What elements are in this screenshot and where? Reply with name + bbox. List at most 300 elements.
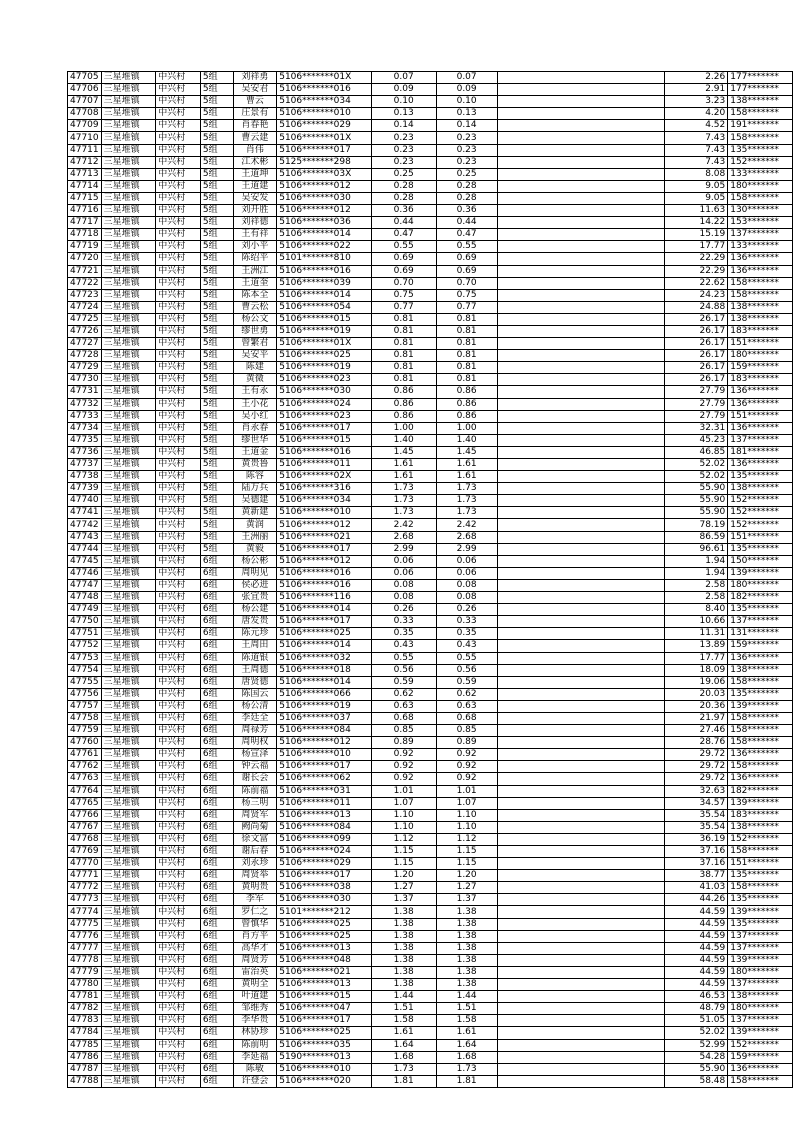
area-confirmed-cell: 1.61	[436, 1027, 497, 1039]
name-cell: 周贤芳	[233, 954, 277, 966]
amount-cell: 2.26	[665, 72, 728, 84]
table-row	[68, 108, 793, 120]
area-confirmed-cell: 0.55	[436, 652, 497, 664]
area-confirmed-cell: 0.56	[436, 664, 497, 676]
town-cell: 三星堆镇	[101, 374, 156, 386]
remark-cell	[497, 313, 665, 325]
id-number-cell: 5106*******01X	[277, 338, 372, 350]
row-number: 47727	[68, 338, 102, 350]
village-cell: 中兴村	[156, 1063, 201, 1075]
group-cell: 5组	[200, 313, 233, 325]
phone-cell: 135*******	[728, 471, 793, 483]
group-cell: 6组	[200, 737, 233, 749]
village-cell: 中兴村	[156, 120, 201, 132]
row-number: 47715	[68, 192, 102, 204]
area-cell: 0.25	[371, 168, 436, 180]
area-confirmed-cell: 0.59	[436, 676, 497, 688]
table-body	[68, 72, 793, 1088]
id-number-cell: 5106*******062	[277, 773, 372, 785]
table-row	[68, 483, 793, 495]
group-cell: 5组	[200, 289, 233, 301]
town-cell: 三星堆镇	[101, 966, 156, 978]
town-cell: 三星堆镇	[101, 870, 156, 882]
row-number: 47707	[68, 96, 102, 108]
remark-cell	[497, 833, 665, 845]
row-number: 47745	[68, 555, 102, 567]
table-row	[68, 422, 793, 434]
table-row	[68, 507, 793, 519]
area-confirmed-cell: 0.81	[436, 374, 497, 386]
id-number-cell: 5106*******020	[277, 1075, 372, 1087]
row-number: 47788	[68, 1075, 102, 1087]
row-number: 47717	[68, 217, 102, 229]
amount-cell: 52.02	[665, 459, 728, 471]
name-cell: 王道金	[233, 446, 277, 458]
name-cell: 曹云	[233, 96, 277, 108]
town-cell: 三星堆镇	[101, 833, 156, 845]
name-cell: 侯必进	[233, 579, 277, 591]
town-cell: 三星堆镇	[101, 991, 156, 1003]
area-cell: 0.08	[371, 592, 436, 604]
table-row	[68, 1051, 793, 1063]
town-cell: 三星堆镇	[101, 446, 156, 458]
town-cell: 三星堆镇	[101, 930, 156, 942]
name-cell: 周禄芳	[233, 725, 277, 737]
table-row	[68, 350, 793, 362]
amount-cell: 41.03	[665, 882, 728, 894]
area-cell: 1.81	[371, 1075, 436, 1087]
amount-cell: 24.23	[665, 289, 728, 301]
table-row	[68, 1039, 793, 1051]
group-cell: 5组	[200, 446, 233, 458]
phone-cell: 158*******	[728, 277, 793, 289]
area-confirmed-cell: 0.81	[436, 362, 497, 374]
village-cell: 中兴村	[156, 446, 201, 458]
name-cell: 王周德	[233, 664, 277, 676]
row-number: 47708	[68, 108, 102, 120]
row-number: 47758	[68, 712, 102, 724]
table-row	[68, 289, 793, 301]
name-cell: 邹维秀	[233, 1003, 277, 1015]
remark-cell	[497, 688, 665, 700]
group-cell: 5组	[200, 192, 233, 204]
amount-cell: 35.54	[665, 821, 728, 833]
group-cell: 6组	[200, 1039, 233, 1051]
amount-cell: 19.06	[665, 676, 728, 688]
amount-cell: 52.99	[665, 1039, 728, 1051]
town-cell: 三星堆镇	[101, 156, 156, 168]
town-cell: 三星堆镇	[101, 1039, 156, 1051]
area-confirmed-cell: 0.06	[436, 567, 497, 579]
amount-cell: 10.66	[665, 616, 728, 628]
amount-cell: 27.79	[665, 398, 728, 410]
id-number-cell: 5190*******013	[277, 1051, 372, 1063]
remark-cell	[497, 120, 665, 132]
amount-cell: 20.03	[665, 688, 728, 700]
village-cell: 中兴村	[156, 229, 201, 241]
area-cell: 0.77	[371, 301, 436, 313]
table-row	[68, 688, 793, 700]
id-number-cell: 5106*******025	[277, 350, 372, 362]
name-cell: 王洲江	[233, 265, 277, 277]
amount-cell: 22.29	[665, 253, 728, 265]
id-number-cell: 5106*******015	[277, 434, 372, 446]
area-cell: 1.51	[371, 1003, 436, 1015]
table-row	[68, 628, 793, 640]
id-number-cell: 5106*******030	[277, 894, 372, 906]
remark-cell	[497, 628, 665, 640]
group-cell: 6组	[200, 1075, 233, 1087]
town-cell: 三星堆镇	[101, 628, 156, 640]
area-confirmed-cell: 1.07	[436, 797, 497, 809]
id-number-cell: 5101*******810	[277, 253, 372, 265]
area-cell: 0.92	[371, 761, 436, 773]
amount-cell: 52.02	[665, 1027, 728, 1039]
name-cell: 李延福	[233, 1051, 277, 1063]
name-cell: 黄润	[233, 519, 277, 531]
town-cell: 三星堆镇	[101, 313, 156, 325]
town-cell: 三星堆镇	[101, 301, 156, 313]
group-cell: 5组	[200, 471, 233, 483]
remark-cell	[497, 821, 665, 833]
table-row	[68, 700, 793, 712]
row-number: 47779	[68, 966, 102, 978]
group-cell: 6组	[200, 725, 233, 737]
remark-cell	[497, 858, 665, 870]
amount-cell: 27.79	[665, 410, 728, 422]
town-cell: 三星堆镇	[101, 531, 156, 543]
id-number-cell: 5106*******014	[277, 289, 372, 301]
name-cell: 徐文富	[233, 833, 277, 845]
remark-cell	[497, 712, 665, 724]
remark-cell	[497, 700, 665, 712]
village-cell: 中兴村	[156, 664, 201, 676]
name-cell: 谢长会	[233, 773, 277, 785]
town-cell: 三星堆镇	[101, 507, 156, 519]
name-cell: 王洲丽	[233, 531, 277, 543]
amount-cell: 2.91	[665, 84, 728, 96]
id-number-cell: 5106*******034	[277, 495, 372, 507]
table-row	[68, 821, 793, 833]
group-cell: 5组	[200, 543, 233, 555]
row-number: 47764	[68, 785, 102, 797]
name-cell: 陈元珍	[233, 628, 277, 640]
area-confirmed-cell: 0.86	[436, 410, 497, 422]
remark-cell	[497, 507, 665, 519]
amount-cell: 55.90	[665, 1063, 728, 1075]
phone-cell: 137*******	[728, 1015, 793, 1027]
area-confirmed-cell: 1.44	[436, 991, 497, 1003]
phone-cell: 181*******	[728, 446, 793, 458]
area-confirmed-cell: 1.38	[436, 906, 497, 918]
area-cell: 0.23	[371, 156, 436, 168]
row-number: 47777	[68, 942, 102, 954]
row-number: 47716	[68, 205, 102, 217]
data-table	[67, 71, 793, 1088]
table-row	[68, 84, 793, 96]
remark-cell	[497, 96, 665, 108]
name-cell: 刘永珍	[233, 858, 277, 870]
area-cell: 1.64	[371, 1039, 436, 1051]
area-confirmed-cell: 0.13	[436, 108, 497, 120]
town-cell: 三星堆镇	[101, 942, 156, 954]
row-number: 47774	[68, 906, 102, 918]
area-cell: 0.13	[371, 108, 436, 120]
phone-cell: 136*******	[728, 386, 793, 398]
area-cell: 0.81	[371, 338, 436, 350]
amount-cell: 58.48	[665, 1075, 728, 1087]
area-confirmed-cell: 0.75	[436, 289, 497, 301]
town-cell: 三星堆镇	[101, 1027, 156, 1039]
area-confirmed-cell: 1.38	[436, 966, 497, 978]
area-confirmed-cell: 1.73	[436, 507, 497, 519]
table-row	[68, 773, 793, 785]
id-number-cell: 5106*******029	[277, 120, 372, 132]
town-cell: 三星堆镇	[101, 543, 156, 555]
area-cell: 1.00	[371, 422, 436, 434]
id-number-cell: 5106*******031	[277, 785, 372, 797]
area-confirmed-cell: 0.23	[436, 132, 497, 144]
phone-cell: 150*******	[728, 555, 793, 567]
name-cell: 周贤军	[233, 809, 277, 821]
phone-cell: 182*******	[728, 785, 793, 797]
name-cell: 肖春艳	[233, 120, 277, 132]
id-number-cell: 5106*******015	[277, 313, 372, 325]
row-number: 47738	[68, 471, 102, 483]
remark-cell	[497, 1039, 665, 1051]
name-cell: 刘祥勇	[233, 72, 277, 84]
row-number: 47736	[68, 446, 102, 458]
id-number-cell: 5106*******016	[277, 265, 372, 277]
phone-cell: 152*******	[728, 156, 793, 168]
group-cell: 6组	[200, 1003, 233, 1015]
row-number: 47752	[68, 640, 102, 652]
area-cell: 1.15	[371, 858, 436, 870]
remark-cell	[497, 894, 665, 906]
area-confirmed-cell: 1.61	[436, 471, 497, 483]
row-number: 47753	[68, 652, 102, 664]
village-cell: 中兴村	[156, 386, 201, 398]
phone-cell: 158*******	[728, 725, 793, 737]
area-confirmed-cell: 1.27	[436, 882, 497, 894]
town-cell: 三星堆镇	[101, 579, 156, 591]
group-cell: 6组	[200, 688, 233, 700]
village-cell: 中兴村	[156, 374, 201, 386]
area-cell: 0.55	[371, 241, 436, 253]
phone-cell: 180*******	[728, 350, 793, 362]
area-cell: 0.56	[371, 664, 436, 676]
area-confirmed-cell: 0.47	[436, 229, 497, 241]
area-cell: 0.92	[371, 749, 436, 761]
phone-cell: 138*******	[728, 301, 793, 313]
town-cell: 三星堆镇	[101, 785, 156, 797]
area-cell: 0.06	[371, 555, 436, 567]
group-cell: 6组	[200, 821, 233, 833]
town-cell: 三星堆镇	[101, 495, 156, 507]
area-confirmed-cell: 0.86	[436, 386, 497, 398]
town-cell: 三星堆镇	[101, 712, 156, 724]
name-cell: 刘开胜	[233, 205, 277, 217]
table-row	[68, 1015, 793, 1027]
id-number-cell: 5106*******011	[277, 459, 372, 471]
village-cell: 中兴村	[156, 846, 201, 858]
remark-cell	[497, 168, 665, 180]
id-number-cell: 5106*******010	[277, 507, 372, 519]
name-cell: 钟云福	[233, 761, 277, 773]
village-cell: 中兴村	[156, 144, 201, 156]
table-row	[68, 241, 793, 253]
remark-cell	[497, 265, 665, 277]
area-cell: 0.23	[371, 144, 436, 156]
village-cell: 中兴村	[156, 168, 201, 180]
town-cell: 三星堆镇	[101, 229, 156, 241]
amount-cell: 26.17	[665, 338, 728, 350]
area-cell: 0.81	[371, 362, 436, 374]
area-cell: 0.44	[371, 217, 436, 229]
id-number-cell: 5106*******025	[277, 918, 372, 930]
village-cell: 中兴村	[156, 579, 201, 591]
row-number: 47769	[68, 846, 102, 858]
name-cell: 黄新建	[233, 507, 277, 519]
group-cell: 6组	[200, 942, 233, 954]
row-number: 47733	[68, 410, 102, 422]
amount-cell: 48.79	[665, 1003, 728, 1015]
name-cell: 曾繁君	[233, 338, 277, 350]
row-number: 47759	[68, 725, 102, 737]
row-number: 47773	[68, 894, 102, 906]
town-cell: 三星堆镇	[101, 592, 156, 604]
table-row	[68, 253, 793, 265]
group-cell: 6组	[200, 652, 233, 664]
id-number-cell: 5106*******023	[277, 374, 372, 386]
remark-cell	[497, 930, 665, 942]
row-number: 47714	[68, 180, 102, 192]
amount-cell: 8.08	[665, 168, 728, 180]
town-cell: 三星堆镇	[101, 192, 156, 204]
area-cell: 0.06	[371, 567, 436, 579]
group-cell: 5组	[200, 241, 233, 253]
area-cell: 0.81	[371, 374, 436, 386]
name-cell: 许登会	[233, 1075, 277, 1087]
area-cell: 0.86	[371, 386, 436, 398]
village-cell: 中兴村	[156, 966, 201, 978]
area-confirmed-cell: 0.55	[436, 241, 497, 253]
phone-cell: 183*******	[728, 325, 793, 337]
area-cell: 2.42	[371, 519, 436, 531]
id-number-cell: 5106*******054	[277, 301, 372, 313]
name-cell: 王小花	[233, 398, 277, 410]
remark-cell	[497, 531, 665, 543]
phone-cell: 151*******	[728, 858, 793, 870]
phone-cell: 137*******	[728, 942, 793, 954]
amount-cell: 46.85	[665, 446, 728, 458]
area-cell: 1.38	[371, 954, 436, 966]
area-confirmed-cell: 0.70	[436, 277, 497, 289]
town-cell: 三星堆镇	[101, 1063, 156, 1075]
village-cell: 中兴村	[156, 265, 201, 277]
id-number-cell: 5106*******012	[277, 555, 372, 567]
id-number-cell: 5106*******025	[277, 1027, 372, 1039]
amount-cell: 1.94	[665, 555, 728, 567]
group-cell: 5组	[200, 434, 233, 446]
area-confirmed-cell: 1.20	[436, 870, 497, 882]
id-number-cell: 5106*******012	[277, 180, 372, 192]
remark-cell	[497, 325, 665, 337]
table-row	[68, 991, 793, 1003]
row-number: 47748	[68, 592, 102, 604]
table-row	[68, 579, 793, 591]
phone-cell: 153*******	[728, 217, 793, 229]
town-cell: 三星堆镇	[101, 205, 156, 217]
amount-cell: 3.23	[665, 96, 728, 108]
area-cell: 0.68	[371, 712, 436, 724]
area-cell: 0.10	[371, 96, 436, 108]
remark-cell	[497, 108, 665, 120]
group-cell: 5组	[200, 459, 233, 471]
phone-cell: 138*******	[728, 483, 793, 495]
name-cell: 陈前福	[233, 785, 277, 797]
row-number: 47776	[68, 930, 102, 942]
name-cell: 杨公建	[233, 604, 277, 616]
id-number-cell: 5106*******018	[277, 664, 372, 676]
amount-cell: 44.59	[665, 966, 728, 978]
row-number: 47775	[68, 918, 102, 930]
area-cell: 1.38	[371, 942, 436, 954]
row-number: 47737	[68, 459, 102, 471]
town-cell: 三星堆镇	[101, 664, 156, 676]
remark-cell	[497, 410, 665, 422]
group-cell: 6组	[200, 555, 233, 567]
id-number-cell: 5106*******019	[277, 700, 372, 712]
village-cell: 中兴村	[156, 821, 201, 833]
village-cell: 中兴村	[156, 979, 201, 991]
area-cell: 1.68	[371, 1051, 436, 1063]
town-cell: 三星堆镇	[101, 616, 156, 628]
id-number-cell: 5106*******038	[277, 882, 372, 894]
group-cell: 6组	[200, 676, 233, 688]
amount-cell: 37.16	[665, 858, 728, 870]
area-cell: 1.73	[371, 507, 436, 519]
area-confirmed-cell: 2.99	[436, 543, 497, 555]
area-cell: 0.59	[371, 676, 436, 688]
table-row	[68, 72, 793, 84]
village-cell: 中兴村	[156, 1003, 201, 1015]
row-number: 47747	[68, 579, 102, 591]
row-number: 47741	[68, 507, 102, 519]
name-cell: 陈本全	[233, 289, 277, 301]
village-cell: 中兴村	[156, 180, 201, 192]
area-cell: 0.35	[371, 628, 436, 640]
table-row	[68, 471, 793, 483]
area-cell: 0.86	[371, 410, 436, 422]
amount-cell: 32.63	[665, 785, 728, 797]
phone-cell: 136*******	[728, 253, 793, 265]
area-confirmed-cell: 0.44	[436, 217, 497, 229]
phone-cell: 158*******	[728, 676, 793, 688]
town-cell: 三星堆镇	[101, 676, 156, 688]
name-cell: 唐贤德	[233, 676, 277, 688]
row-number: 47719	[68, 241, 102, 253]
name-cell: 张宜贵	[233, 592, 277, 604]
amount-cell: 2.58	[665, 592, 728, 604]
id-number-cell: 5106*******012	[277, 205, 372, 217]
remark-cell	[497, 422, 665, 434]
town-cell: 三星堆镇	[101, 277, 156, 289]
row-number: 47744	[68, 543, 102, 555]
area-confirmed-cell: 1.73	[436, 483, 497, 495]
area-confirmed-cell: 0.62	[436, 688, 497, 700]
name-cell: 缪世勇	[233, 325, 277, 337]
